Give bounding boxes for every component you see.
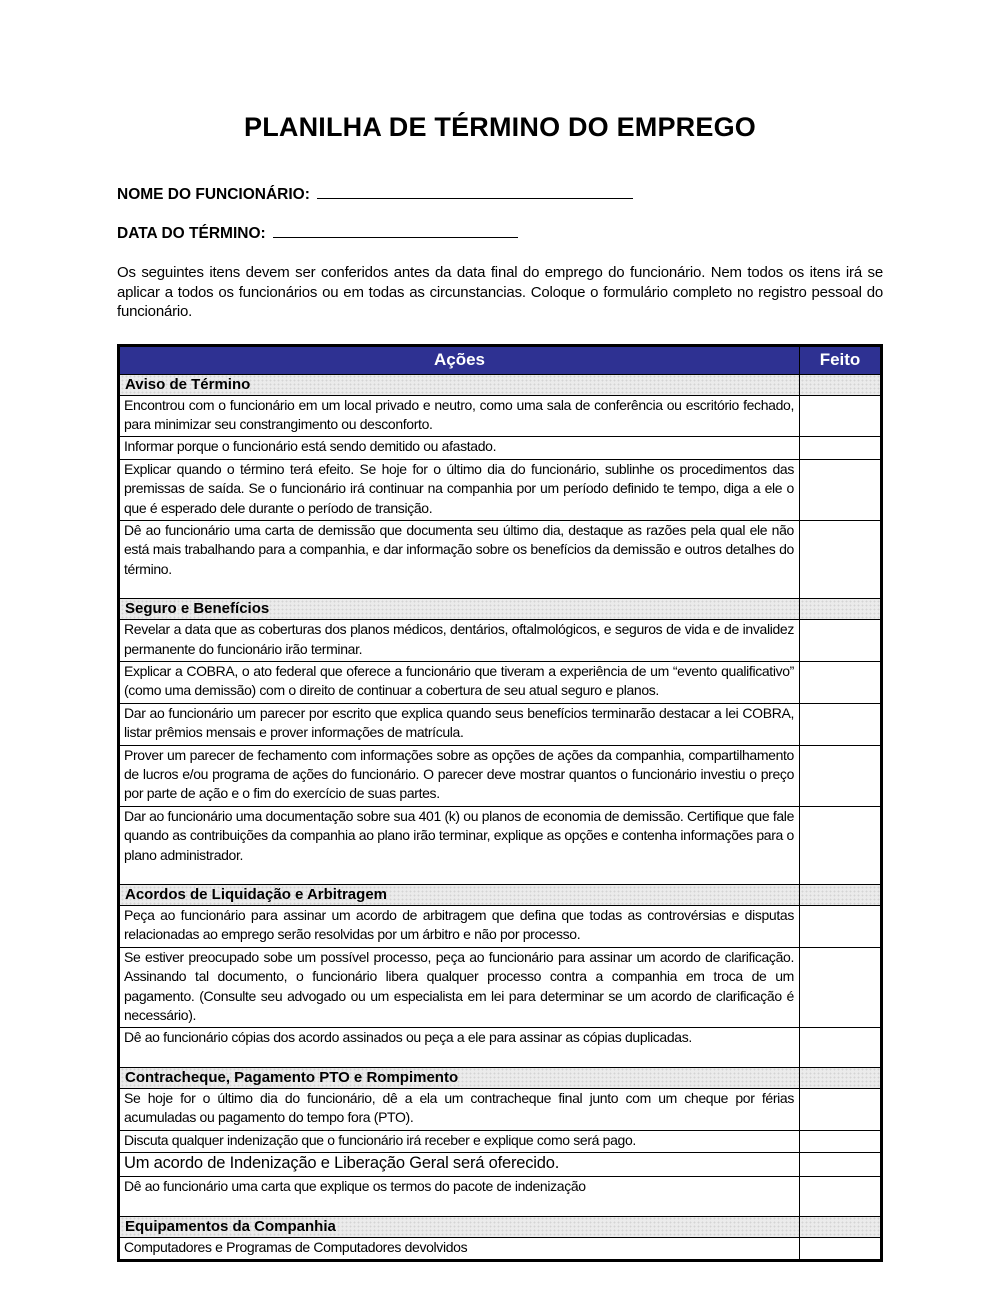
checklist-item-row <box>119 947 882 1028</box>
checklist-item-row <box>119 520 882 598</box>
section-done-cell <box>800 599 882 620</box>
checklist-item-row <box>119 703 882 745</box>
section-header-row <box>119 374 882 395</box>
employee-name-label: NOME DO FUNCIONÁRIO: <box>117 186 310 203</box>
checklist-item-done-cell[interactable] <box>800 520 882 598</box>
checklist-item-done-cell[interactable] <box>800 661 882 703</box>
checklist-item-done-cell[interactable] <box>800 620 882 662</box>
checklist-item-row <box>119 1130 882 1152</box>
checklist-item-text: Explicar quando o término terá efeito. Se hoje for o último dia do funcionário, sublinhe os procedimentos das premissas de saída. Se o funcionário irá continuar na companhia por um período definido te tempo, diga a ele o que é esperado dele durante o período de transição. <box>119 459 800 520</box>
checklist-item-text: Discuta qualquer indenização que o funcionário irá receber e explique como será pago. <box>119 1130 800 1152</box>
checklist-item-done-cell[interactable] <box>800 806 882 884</box>
termination-date-field-row <box>117 224 883 243</box>
section-header-row <box>119 599 882 620</box>
checklist-item-done-cell[interactable] <box>800 1177 882 1216</box>
checklist-item-row <box>119 1088 882 1130</box>
done-column-header: Feito <box>800 345 882 374</box>
checklist-item-row <box>119 1028 882 1067</box>
checklist-item-text: Dar ao funcionário uma documentação sobre sua 401 (k) ou planos de economia de demissão. Certifique que fale quando as contribuições da companhia ao plano irão terminar, explique as opções e contenha informações para o plano administrador. <box>119 806 800 884</box>
section-title: Contracheque, Pagamento PTO e Rompimento <box>119 1067 800 1088</box>
checklist-item-row <box>119 745 882 806</box>
section-done-cell <box>800 1067 882 1088</box>
checklist-item-text: Dê ao funcionário cópias dos acordo assinados ou peça a ele para assinar as cópias duplicadas. <box>119 1028 800 1067</box>
checklist-item-text: Dar ao funcionário um parecer por escrito que explica quando seus benefícios terminarão destacar a lei COBRA, listar prêmios mensais e prover informações de matrícula. <box>119 703 800 745</box>
checklist-item-text: Peça ao funcionário para assinar um acordo de arbitragem que defina que todas as controvérsias e disputas relacionadas ao emprego serão resolvidas por um árbitro e não por processo. <box>119 906 800 948</box>
checklist-item-done-cell[interactable] <box>800 1153 882 1177</box>
checklist-body <box>119 374 882 1260</box>
checklist-item-text: Dê ao funcionário uma carta que explique os termos do pacote de indenização <box>119 1177 800 1216</box>
section-header-row <box>119 1067 882 1088</box>
checklist-item-text: Dê ao funcionário uma carta de demissão que documenta seu último dia, destaque as razões pela qual ele não está mais trabalhando para a companhia, e dar informação sobre os benefícios da demissão e outros detalhes do término. <box>119 520 800 598</box>
section-title: Seguro e Benefícios <box>119 599 800 620</box>
checklist-item-done-cell[interactable] <box>800 947 882 1028</box>
checklist-item-done-cell[interactable] <box>800 1237 882 1260</box>
section-done-cell <box>800 1216 882 1237</box>
section-header-row <box>119 1216 882 1237</box>
checklist-item-text: Encontrou com o funcionário em um local privado e neutro, como uma sala de conferência ou escritório fechado, para minimizar seu constrangimento ou desconforto. <box>119 395 800 437</box>
checklist-item-text: Revelar a data que as coberturas dos planos médicos, dentários, oftalmológicos, e seguros de vida e de invalidez permanente do funcionário irão terminar. <box>119 620 800 662</box>
checklist-item-text: Se estiver preocupado sobe um possível processo, peça ao funcionário para assinar um acordo de clarificação. Assinando tal documento, o funcionário libera qualquer processo contra a companhia em troca de um pagamento. (Consulte seu advogado ou um especialista em lei para determinar se um acordo de clarificação é necessário). <box>119 947 800 1028</box>
checklist-item-row <box>119 1177 882 1216</box>
checklist-item-done-cell[interactable] <box>800 1130 882 1152</box>
section-title: Aviso de Término <box>119 374 800 395</box>
checklist-item-text: Prover um parecer de fechamento com informações sobre as opções de ações da companhia, compartilhamento de lucros e/ou programa de ações do funcionário. O parecer deve mostrar quantos o funcionário investiu o preço por parte de ação e o fim do exercício de suas partes. <box>119 745 800 806</box>
employee-name-field-row <box>117 185 883 204</box>
checklist-item-text: Explicar a COBRA, o ato federal que oferece a funcionário que tiveram a experiência de um “evento qualificativo” (como uma demissão) com o direito de continuar a cobertura de seu atual seguro e planos. <box>119 661 800 703</box>
checklist-item-done-cell[interactable] <box>800 703 882 745</box>
checklist-item-done-cell[interactable] <box>800 437 882 459</box>
checklist-item-row <box>119 906 882 948</box>
checklist-table <box>117 344 883 1262</box>
checklist-item-row <box>119 1237 882 1260</box>
section-title: Equipamentos da Companhia <box>119 1216 800 1237</box>
checklist-item-row <box>119 395 882 437</box>
section-title: Acordos de Liquidação e Arbitragem <box>119 885 800 906</box>
section-done-cell <box>800 374 882 395</box>
page-title: PLANILHA DE TÉRMINO DO EMPREGO <box>243 112 756 142</box>
checklist-item-text: Um acordo de Indenização e Liberação Geral será oferecido. <box>119 1153 800 1177</box>
intro-paragraph: Os seguintes itens devem ser conferidos antes da data final do emprego do funcionário. Nem todos os itens irá se aplicar a todos os funcionários ou em todas as circunstancias. Coloque o formulário completo no registro pessoal do funcionário. <box>117 264 883 320</box>
checklist-header-row <box>119 345 882 374</box>
checklist-item-row <box>119 620 882 662</box>
checklist-item-done-cell[interactable] <box>800 395 882 437</box>
checklist-item-done-cell[interactable] <box>800 1088 882 1130</box>
employee-name-input-line[interactable] <box>317 185 633 199</box>
checklist-item-row <box>119 437 882 459</box>
section-header-row <box>119 885 882 906</box>
checklist-item-row <box>119 1153 882 1177</box>
checklist-item-done-cell[interactable] <box>800 1028 882 1067</box>
actions-column-header: Ações <box>119 345 800 374</box>
termination-date-label: DATA DO TÉRMINO: <box>117 225 266 242</box>
checklist-item-row <box>119 459 882 520</box>
document-page <box>117 0 883 1262</box>
checklist-item-done-cell[interactable] <box>800 459 882 520</box>
checklist-item-done-cell[interactable] <box>800 745 882 806</box>
checklist-item-row <box>119 806 882 884</box>
termination-date-input-line[interactable] <box>273 224 518 238</box>
checklist-item-text: Se hoje for o último dia do funcionário, dê a ela um contracheque final junto com um cheque por férias acumuladas ou pagamento do tempo fora (PTO). <box>119 1088 800 1130</box>
checklist-item-text: Informar porque o funcionário está sendo demitido ou afastado. <box>119 437 800 459</box>
checklist-item-row <box>119 661 882 703</box>
checklist-item-done-cell[interactable] <box>800 906 882 948</box>
section-done-cell <box>800 885 882 906</box>
checklist-item-text: Computadores e Programas de Computadores devolvidos <box>119 1237 800 1260</box>
